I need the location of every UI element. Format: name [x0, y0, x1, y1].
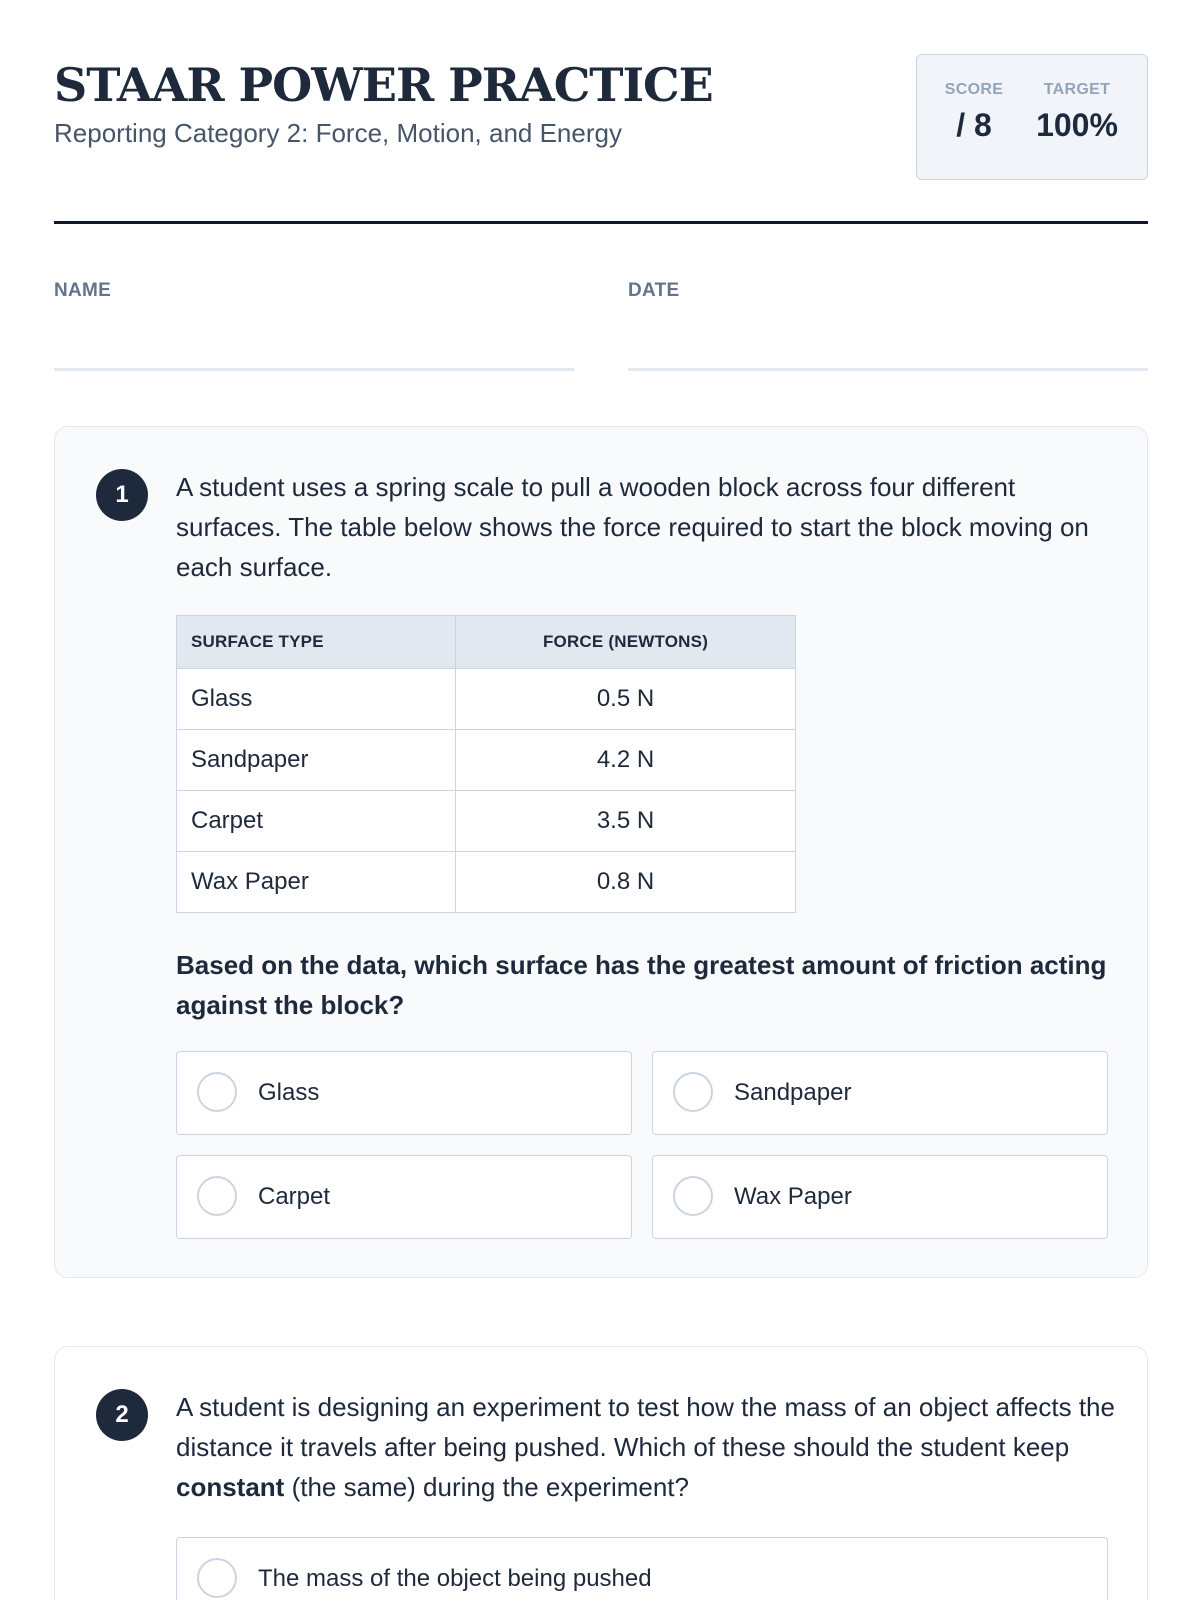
score-column [941, 81, 1007, 144]
name-label: NAME [54, 280, 112, 301]
target-column [1025, 81, 1129, 144]
header-divider [54, 221, 1148, 224]
question-card-1 [54, 426, 1148, 1278]
answer-option-label: Glass [258, 1079, 320, 1106]
table-row [177, 730, 796, 791]
table-cell-force: 0.5 N [456, 669, 796, 730]
target-value: 100% [1036, 107, 1118, 143]
table-cell-surface: Carpet [177, 791, 456, 852]
answer-option-sandpaper[interactable] [652, 1051, 1108, 1135]
table-row [177, 852, 796, 913]
name-line[interactable] [54, 368, 574, 371]
table-row [177, 669, 796, 730]
score-label: SCORE [944, 81, 1004, 98]
radio-circle-icon[interactable] [197, 1558, 237, 1598]
radio-circle-icon[interactable] [197, 1176, 237, 1216]
table-cell-surface: Sandpaper [177, 730, 456, 791]
radio-circle-icon[interactable] [197, 1072, 237, 1112]
page-title: STAAR POWER PRACTICE [54, 58, 713, 112]
table-row [177, 791, 796, 852]
page-subtitle: Reporting Category 2: Force, Motion, and Energy [54, 118, 622, 148]
question-prompt: Based on the data, which surface has the greatest amount of friction acting against the block? [176, 950, 1107, 1020]
table-header-row [177, 616, 796, 669]
answer-option-label: Wax Paper [734, 1183, 852, 1210]
question-text-part: (the same) during the experiment? [284, 1472, 689, 1502]
column-header-force: FORCE (NEWTONS) [456, 616, 796, 669]
answer-option-label: Carpet [258, 1183, 331, 1210]
question-text-emphasis: constant [176, 1472, 285, 1502]
radio-circle-icon[interactable] [673, 1176, 713, 1216]
table-cell-force: 0.8 N [456, 852, 796, 913]
question-number-badge: 2 [96, 1389, 148, 1441]
column-header-surface: SURFACE TYPE [177, 616, 456, 669]
name-field[interactable] [54, 280, 574, 302]
answer-option-mass[interactable] [176, 1537, 1108, 1600]
radio-circle-icon[interactable] [673, 1072, 713, 1112]
table-cell-surface: Glass [177, 669, 456, 730]
question-number-badge: 1 [96, 469, 148, 521]
friction-data-table [176, 615, 796, 913]
score-box [916, 54, 1148, 180]
worksheet-header [54, 54, 1148, 184]
date-field[interactable] [628, 280, 1148, 302]
answer-option-label: Sandpaper [734, 1079, 852, 1106]
date-line[interactable] [628, 368, 1148, 371]
answer-option-glass[interactable] [176, 1051, 632, 1135]
question-text: A student uses a spring scale to pull a wooden block across four different surfaces. The table below shows the force required to start the block moving on each surface. [176, 472, 1089, 582]
table-cell-force: 3.5 N [456, 791, 796, 852]
target-label: TARGET [1043, 81, 1111, 98]
table-cell-force: 4.2 N [456, 730, 796, 791]
table-cell-surface: Wax Paper [177, 852, 456, 913]
date-label: DATE [628, 280, 680, 301]
answer-option-label: The mass of the object being pushed [258, 1565, 652, 1592]
question-text-part: A student is designing an experiment to test how the mass of an object affects the distance it travels after being pushed. Which of these should the student keep [176, 1392, 1115, 1462]
score-value: / 8 [956, 107, 992, 143]
question-card-2 [54, 1346, 1148, 1600]
answer-option-carpet[interactable] [176, 1155, 632, 1239]
answer-option-wax-paper[interactable] [652, 1155, 1108, 1239]
question-text [176, 1387, 1116, 1507]
